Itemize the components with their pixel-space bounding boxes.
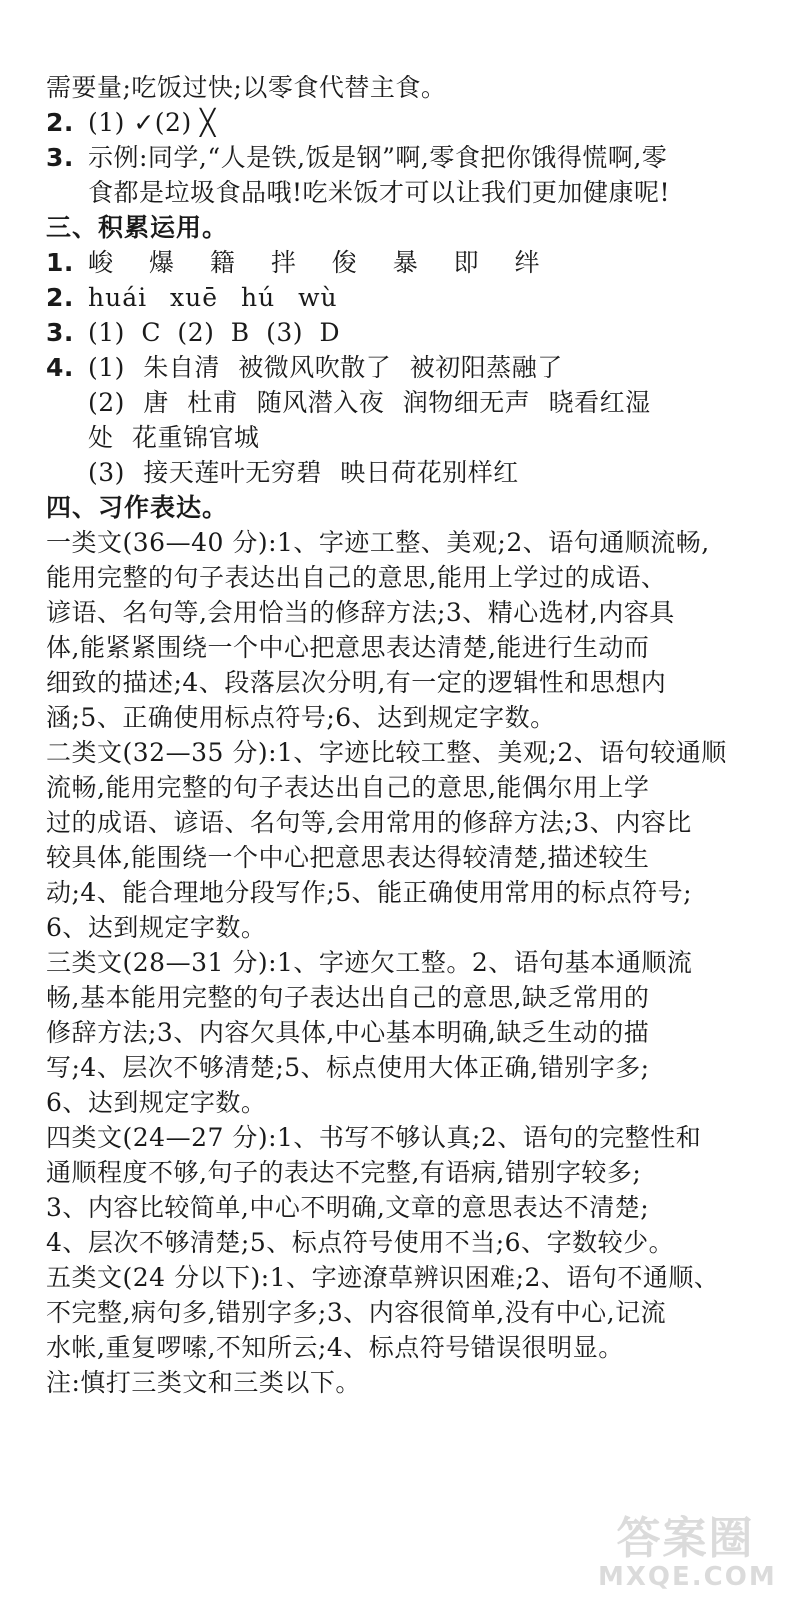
text-line: 水帐,重复啰嗦,不知所云;4、标点符号错误很明显。 (46, 1333, 624, 1362)
answer-item-2 (46, 280, 736, 315)
answer-item-4 (46, 350, 736, 385)
text-line: 体,能紧紧围绕一个中心把意思表达清楚,能进行生动而 (46, 633, 650, 662)
text-line: (1) ✓(2) ╳ (88, 108, 216, 137)
text-line: 三类文(28—31 分):1、字迹欠工整。2、语句基本通顺流 (46, 948, 693, 977)
text-line: (3) 接天莲叶无穷碧 映日荷花别样红 (88, 458, 519, 487)
text-line: 3、内容比较简单,中心不明确,文章的意思表达不清楚; (46, 1193, 650, 1222)
text-line: 细致的描述;4、段落层次分明,有一定的逻辑性和思想内 (46, 668, 667, 697)
text-line: 不完整,病句多,错别字多;3、内容很简单,没有中心,记流 (46, 1298, 667, 1327)
answer-item-3 (46, 315, 736, 350)
text-line: (1) C (2) B (3) D (88, 318, 341, 347)
text-line: 动;4、能合理地分段写作;5、能正确使用常用的标点符号; (46, 878, 693, 907)
text-line: 四类文(24—27 分):1、书写不够认真;2、语句的完整性和 (46, 1123, 702, 1152)
text-line: 通顺程度不够,句子的表达不完整,有语病,错别字较多; (46, 1158, 642, 1187)
text-line: 写;4、层次不够清楚;5、标点使用大体正确,错别字多; (46, 1053, 650, 1082)
item-number: 3. (46, 143, 74, 172)
text-line: 食都是垃圾食品哦!吃米饭才可以让我们更加健康呢! (88, 178, 671, 207)
watermark-text: 答案圈 (616, 1513, 755, 1564)
text-line: 二类文(32—35 分):1、字迹比较工整、美观;2、语句较通顺 (46, 738, 727, 767)
text-line: 需要量;吃饭过快;以零食代替主食。 (46, 73, 447, 102)
text-line: 五类文(24 分以下):1、字迹潦草辨识困难;2、语句不通顺、 (46, 1263, 720, 1292)
text-line: 一类文(36—40 分):1、字迹工整、美观;2、语句通顺流畅, (46, 528, 710, 557)
pinyin-line: huái xuē hú wù (88, 283, 338, 312)
text-line: 流畅,能用完整的句子表达出自己的意思,能偶尔用上学 (46, 773, 650, 802)
text-line: 谚语、名句等,会用恰当的修辞方法;3、精心选材,内容具 (46, 598, 675, 627)
text-line: 畅,基本能用完整的句子表达出自己的意思,缺乏常用的 (46, 983, 650, 1012)
text-line: 6、达到规定字数。 (46, 1088, 267, 1117)
text-line: (2) 唐 杜甫 随风潜入夜 润物细无声 晓看红湿 (88, 388, 651, 417)
text-line: (1) 朱自清 被微风吹散了 被初阳蒸融了 (88, 353, 563, 382)
answer-item-2 (46, 105, 736, 140)
answer-page (46, 70, 736, 1400)
item-number: 4. (46, 353, 74, 382)
item-number: 2. (46, 108, 74, 137)
note-line: 注:慎打三类文和三类以下。 (46, 1368, 361, 1397)
text-line: 峻 爆 籍 拌 俊 暴 即 绊 (88, 248, 554, 277)
text-line: 修辞方法;3、内容欠具体,中心基本明确,缺乏生动的描 (46, 1018, 650, 1047)
watermark-logo (598, 1500, 777, 1592)
answer-item-1 (46, 245, 736, 280)
text-line: 4、层次不够清楚;5、标点符号使用不当;6、字数较少。 (46, 1228, 675, 1257)
item-number: 2. (46, 283, 74, 312)
text-line: 过的成语、谚语、名句等,会用常用的修辞方法;3、内容比 (46, 808, 692, 837)
item-number: 1. (46, 248, 74, 277)
section-heading: 四、习作表达。 (46, 493, 229, 522)
text-line: 处 花重锦官城 (88, 423, 260, 452)
text-line: 涵;5、正确使用标点符号;6、达到规定字数。 (46, 703, 556, 732)
text-line: 较具体,能围绕一个中心把意思表达得较清楚,描述较生 (46, 843, 650, 872)
text-line: 6、达到规定字数。 (46, 913, 267, 942)
text-line: 示例:同学,“人是铁,饭是钢”啊,零食把你饿得慌啊,零 (88, 143, 668, 172)
answer-item-3 (46, 140, 736, 175)
watermark-url: MXQE.COM (598, 1562, 777, 1592)
item-number: 3. (46, 318, 74, 347)
section-heading: 三、积累运用。 (46, 213, 229, 242)
text-line: 能用完整的句子表达出自己的意思,能用上学过的成语、 (46, 563, 667, 592)
